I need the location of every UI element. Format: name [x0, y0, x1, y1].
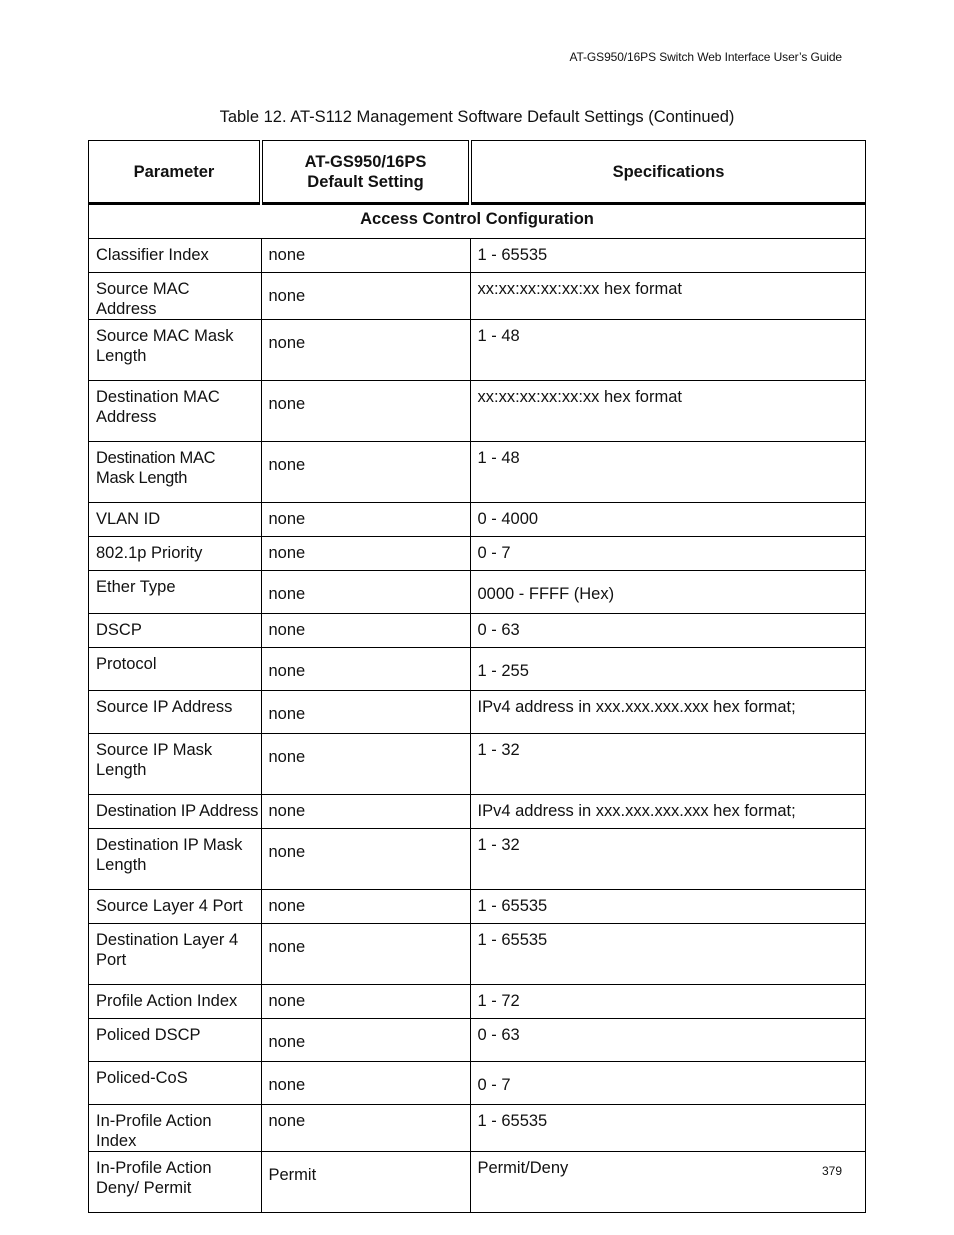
- cell-spec: 1 - 255: [470, 648, 866, 691]
- cell-default: none: [261, 890, 470, 924]
- cell-default: none: [261, 1105, 470, 1152]
- cell-spec: 0 - 7: [470, 537, 866, 571]
- table-row: [89, 691, 866, 734]
- cell-default: none: [261, 320, 470, 381]
- table-row: [89, 829, 866, 890]
- cell-parameter: Profile Action Index: [89, 985, 262, 1019]
- cell-parameter: DSCP: [89, 614, 262, 648]
- column-header-specifications: Specifications: [470, 141, 866, 204]
- column-header-parameter: Parameter: [89, 141, 262, 204]
- cell-parameter: Ether Type: [89, 571, 262, 614]
- cell-spec: 1 - 65535: [470, 890, 866, 924]
- table-row: [89, 985, 866, 1019]
- running-header: AT-GS950/16PS Switch Web Interface User’s Guide: [569, 50, 842, 64]
- cell-spec: 0000 - FFFF (Hex): [470, 571, 866, 614]
- cell-spec: 1 - 72: [470, 985, 866, 1019]
- cell-default: none: [261, 503, 470, 537]
- table-row: [89, 320, 866, 381]
- cell-parameter: Policed-CoS: [89, 1062, 262, 1105]
- default-settings-table: [88, 140, 866, 1213]
- cell-default: none: [261, 924, 470, 985]
- cell-spec: 1 - 32: [470, 829, 866, 890]
- cell-default: none: [261, 648, 470, 691]
- cell-parameter: Destination IP Address: [89, 795, 262, 829]
- cell-parameter: Destination IP Mask Length: [89, 829, 262, 890]
- header-row: [89, 141, 866, 204]
- cell-default: Permit: [261, 1152, 470, 1213]
- cell-default: none: [261, 1062, 470, 1105]
- cell-parameter: 802.1p Priority: [89, 537, 262, 571]
- cell-spec: 0 - 7: [470, 1062, 866, 1105]
- table-body: [89, 204, 866, 1213]
- cell-default: none: [261, 614, 470, 648]
- table-row: [89, 1152, 866, 1213]
- cell-default: none: [261, 273, 470, 320]
- cell-default: none: [261, 571, 470, 614]
- column-header-default-line1: AT-GS950/16PS: [304, 152, 427, 171]
- cell-spec: IPv4 address in xxx.xxx.xxx.xxx hex format;: [470, 691, 866, 734]
- table-row: [89, 614, 866, 648]
- table-row: [89, 273, 866, 320]
- cell-spec: xx:xx:xx:xx:xx:xx hex format: [470, 381, 866, 442]
- table-row: [89, 924, 866, 985]
- cell-default: none: [261, 239, 470, 273]
- cell-spec: 1 - 48: [470, 320, 866, 381]
- cell-spec: 1 - 48: [470, 442, 866, 503]
- cell-parameter: VLAN ID: [89, 503, 262, 537]
- cell-parameter: Classifier Index: [89, 239, 262, 273]
- cell-spec: Permit/Deny: [470, 1152, 866, 1213]
- cell-spec: 0 - 63: [470, 1019, 866, 1062]
- cell-parameter: Destination Layer 4 Port: [89, 924, 262, 985]
- cell-spec: 1 - 32: [470, 734, 866, 795]
- cell-default: none: [261, 985, 470, 1019]
- cell-default: none: [261, 381, 470, 442]
- cell-parameter: In-Profile Action Deny/ Permit: [89, 1152, 262, 1213]
- cell-parameter: Source MAC Address: [89, 273, 262, 320]
- table-row: [89, 442, 866, 503]
- column-header-default-line2: Default Setting: [307, 172, 424, 191]
- cell-default: none: [261, 829, 470, 890]
- table-row: [89, 1062, 866, 1105]
- section-row: [89, 204, 866, 239]
- page-number: 379: [821, 1164, 842, 1178]
- cell-parameter: Protocol: [89, 648, 262, 691]
- cell-default: none: [261, 795, 470, 829]
- table-header: [89, 141, 866, 204]
- column-header-default-setting: [261, 141, 470, 204]
- cell-spec: 1 - 65535: [470, 1105, 866, 1152]
- cell-parameter: In-Profile Action Index: [89, 1105, 262, 1152]
- cell-parameter: Source IP Address: [89, 691, 262, 734]
- table-row: [89, 571, 866, 614]
- cell-parameter: Destination MAC Address: [89, 381, 262, 442]
- table-row: [89, 537, 866, 571]
- table-caption: Table 12. AT-S112 Management Software Default Settings (Continued): [219, 108, 735, 126]
- table-row: [89, 648, 866, 691]
- table-row: [89, 795, 866, 829]
- section-title: Access Control Configuration: [89, 204, 866, 239]
- cell-parameter: Policed DSCP: [89, 1019, 262, 1062]
- cell-default: none: [261, 1019, 470, 1062]
- table-row: [89, 890, 866, 924]
- cell-default: none: [261, 691, 470, 734]
- cell-default: none: [261, 537, 470, 571]
- cell-parameter: Source Layer 4 Port: [89, 890, 262, 924]
- cell-default: none: [261, 734, 470, 795]
- table-row: [89, 734, 866, 795]
- cell-spec: 0 - 4000: [470, 503, 866, 537]
- table-row: [89, 1105, 866, 1152]
- table-row: [89, 1019, 866, 1062]
- cell-spec: 1 - 65535: [470, 239, 866, 273]
- cell-spec: 0 - 63: [470, 614, 866, 648]
- table-row: [89, 503, 866, 537]
- cell-default: none: [261, 442, 470, 503]
- table-row: [89, 239, 866, 273]
- table-row: [89, 381, 866, 442]
- cell-parameter: Source MAC Mask Length: [89, 320, 262, 381]
- cell-parameter: Destination MAC Mask Length: [89, 442, 262, 503]
- cell-spec: 1 - 65535: [470, 924, 866, 985]
- cell-parameter: Source IP Mask Length: [89, 734, 262, 795]
- cell-spec: IPv4 address in xxx.xxx.xxx.xxx hex format;: [470, 795, 866, 829]
- cell-spec: xx:xx:xx:xx:xx:xx hex format: [470, 273, 866, 320]
